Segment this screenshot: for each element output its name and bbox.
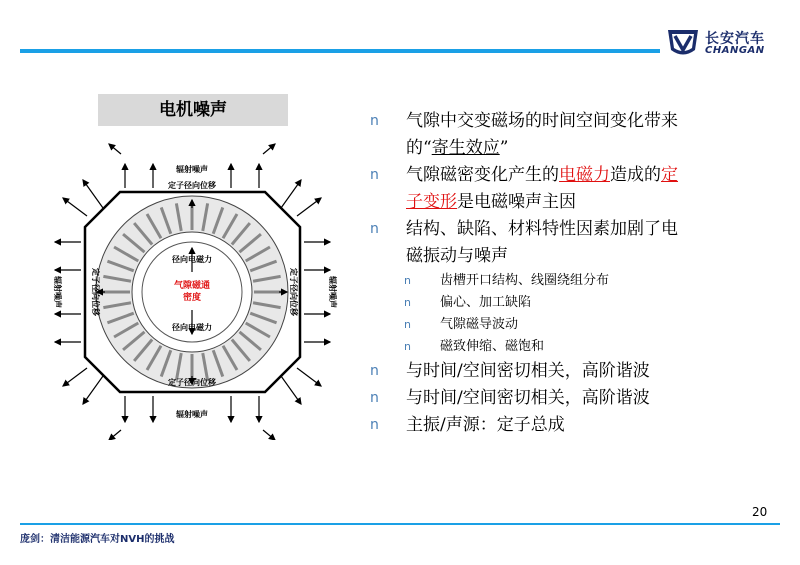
bullet-harmonics-2: n 与时间/空间密切相关，高阶谐波 xyxy=(370,385,790,412)
sub-bullet-marker: n xyxy=(404,296,411,309)
changan-logo xyxy=(665,26,783,60)
label-force-bottom: 径向电磁力 xyxy=(172,323,212,332)
label-disp-right: 定子径向位移 xyxy=(289,268,298,316)
sub-bullet-magnetostriction: n 磁致伸缩、磁饱和 xyxy=(370,336,790,358)
label-radiation-right: 辐射噪声 xyxy=(328,276,337,308)
bullet-harmonics-1: n 与时间/空间密切相关，高阶谐波 xyxy=(370,358,790,385)
sub-bullet-eccentricity: n 偏心、加工缺陷 xyxy=(370,292,790,314)
bullet-marker: n xyxy=(370,417,379,433)
sub-bullet-marker: n xyxy=(404,274,411,287)
label-radiation-bottom: 辐射噪声 xyxy=(176,410,208,419)
label-force-top: 径向电磁力 xyxy=(172,255,212,264)
bullet-electromagnetic-force: n 气隙磁密变化产生的电磁力造成的定 子变形是电磁噪声主因 xyxy=(370,162,790,216)
bullet-list xyxy=(370,108,790,439)
logo-text-en: CHANGAN xyxy=(705,45,765,56)
sub-bullet-marker: n xyxy=(404,340,411,353)
sub-bullet-permeance: n 气隙磁导波动 xyxy=(370,314,790,336)
motor-noise-diagram xyxy=(25,130,360,440)
bullet-marker: n xyxy=(370,113,379,129)
bullet-marker: n xyxy=(370,221,379,237)
bullet-marker: n xyxy=(370,390,379,406)
label-flux-line1: 气隙磁通 xyxy=(173,281,211,291)
slide-title: 电机噪声 xyxy=(98,94,288,126)
footer-rule xyxy=(20,523,780,525)
sub-bullet-slot: n 齿槽开口结构、线圈绕组分布 xyxy=(370,270,790,292)
bullet-structure-defects: n 结构、缺陷、材料特性因素加剧了电 磁振动与噪声 xyxy=(370,216,790,270)
bullet-marker: n xyxy=(370,167,379,183)
header-rule xyxy=(20,49,660,53)
label-radiation-left: 辐射噪声 xyxy=(53,276,62,308)
bullet-marker: n xyxy=(370,363,379,379)
label-flux-line2: 密度 xyxy=(182,293,202,303)
sub-bullet-marker: n xyxy=(404,318,411,331)
label-disp-bottom: 定子径向位移 xyxy=(168,378,216,387)
footer-text: 庞剑：清洁能源汽车对NVH的挑战 xyxy=(20,534,175,545)
bullet-parasitic-effect: n 气隙中交变磁场的时间空间变化带来 的“寄生效应” xyxy=(370,108,790,162)
bullet-main-source: n 主振/声源：定子总成 xyxy=(370,412,790,439)
label-radiation-top: 辐射噪声 xyxy=(176,165,208,174)
label-disp-top: 定子径向位移 xyxy=(168,181,216,190)
page-number: 20 xyxy=(752,505,768,519)
changan-emblem-icon xyxy=(665,26,701,60)
label-disp-left: 定子径向位移 xyxy=(91,268,100,316)
logo-text-cn: 长安汽车 xyxy=(705,31,765,47)
